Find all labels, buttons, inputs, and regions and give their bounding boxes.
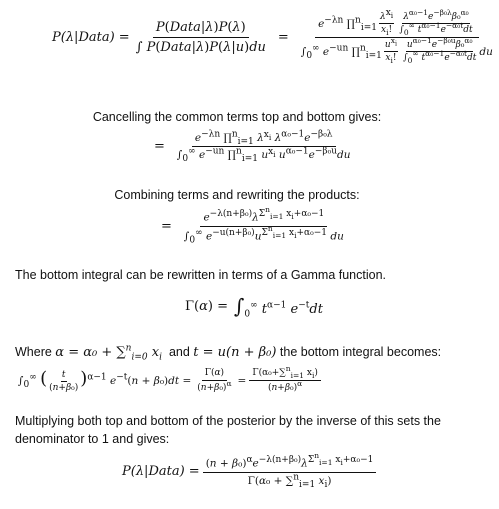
- posterior-fraction: [203, 451, 377, 490]
- bayes-numerator: P(Data|λ)P(λ): [153, 20, 249, 38]
- combined-fraction: [181, 205, 347, 246]
- and-label: and: [165, 345, 194, 359]
- text-multiplying-2: denominator to 1 and gives:: [15, 432, 170, 446]
- posterior-numerator: $(n + \beta_0)^\alpha e^{-\lambda(n+\beta_0)}\lambda^{\Sigma^n_{i=1} x_i+\alpha_0-1}$: [203, 456, 377, 473]
- bayes-denominator: ∫ P(Data|λ)P(λ|u)du: [135, 40, 266, 55]
- cancelled-numerator: $e^{-\lambda n}$ ∏$^n_{i=1}$ $\lambda^{x_i}$ $\lambda^{\alpha_0-1}e^{-\beta_0\lambda}$: [192, 132, 336, 147]
- equals-sign: =: [277, 30, 289, 45]
- posterior-lhs: P(λ|Data) =: [52, 30, 130, 45]
- t-definition: t = u(n + β₀): [193, 345, 277, 360]
- expanded-denominator: $\int_0^\infty$ $e^{-un}$ ∏$^n_{i=1}$ $\frac{u^{x_i}}{x_i!}$ $\frac{u^{\alpha_0-1}e^{-\beta_0u}\beta_0^{\alpha_0}}{\int_0^\infty t^{\alpha_0-1}e^{-\alpha_0t}dt}$ du: [300, 36, 493, 65]
- equation-bayes: [52, 8, 499, 65]
- posterior-denominator: Γ(α₀ + ∑$^n_{i=1}$ $x_i$): [247, 472, 332, 490]
- integral-expression: $\int_0^\infty$ ( $\frac{t}{\text{(n+β₀)}}$ )$^{\alpha-1}$ $e^{-t}(n + \beta_0)dt$ =: [18, 368, 192, 393]
- alpha-definition: α = α₀ + ∑$^n_{i=0}$ $x_i$: [55, 343, 162, 363]
- gamma-ratio: $\frac{\Gamma(\alpha)}{(n+\beta_0)^\alpha}$: [197, 368, 232, 393]
- equation-gamma: [185, 294, 323, 318]
- expanded-fraction: [298, 8, 496, 65]
- rest-label: the bottom integral becomes:: [279, 345, 442, 359]
- expanded-numerator: $e^{-\lambda n}$ ∏$^n_{i=1}$ $\frac{\lambda^{x_i}}{x_i!}$ $\frac{\lambda^{\alpha_0-1}e^{-\beta_0\lambda}\beta_0^{\alpha_0}}{\int_0^\infty t^{\alpha_0-1}e^{-\alpha_0t}dt}$: [315, 12, 479, 38]
- text-gamma-intro: The bottom integral can be rewritten in terms of a Gamma function.: [15, 268, 387, 282]
- cancelled-denominator: $\int_0^\infty$ $e^{-un}$ ∏$^n_{i=1}$ $u^{x_i}$ $u^{\alpha_0-1}e^{-\beta_0u}du$: [176, 146, 351, 165]
- bayes-fraction: [133, 20, 269, 55]
- text-multiplying-1: Multiplying both top and bottom of the posterior by the inverse of this sets the: [15, 414, 441, 428]
- equation-posterior: [122, 451, 379, 490]
- gamma-rhs: $\int_0^\infty$ $t^{\alpha-1}$ $e^{-t}dt$: [233, 294, 323, 320]
- cancelled-fraction: [174, 129, 354, 165]
- gamma-ratio-expanded: $\frac{\Gamma(\alpha_0+\sum^n_{i=1} x_i)}{(n+\beta_0)^\alpha}$: [249, 368, 321, 393]
- equation-combined: [155, 205, 350, 246]
- combined-numerator: $e^{-\lambda(n+\beta_0)}\lambda^{\Sigma^n_{i=1} x_i+\alpha_0-1}$: [200, 210, 327, 227]
- combined-denominator: $\int_0^\infty$ $e^{-u(n+\beta_0)}u^{\Sigma^n_{i=1} x_i+\alpha_0-1}$ du: [183, 223, 344, 246]
- equation-cancelled: [148, 129, 357, 165]
- text-combining: Combining terms and rewriting the products:: [114, 188, 360, 202]
- where-label: Where: [15, 345, 56, 359]
- gamma-lhs: Γ(α) =: [185, 298, 228, 314]
- equals-sign: =: [154, 139, 165, 154]
- equals-sign: =: [161, 218, 172, 234]
- posterior-final-lhs: P(λ|Data) =: [122, 463, 200, 479]
- text-substitution: [15, 343, 442, 363]
- text-cancelling: Cancelling the common terms top and bottom gives:: [92, 110, 382, 124]
- equation-integral-gamma: $\int_0^\infty$ ( $\frac{t}{\text{(n+β₀)}}$ )$^{\alpha-1}$ $e^{-t}(n + \beta_0)dt$ = $\frac{\Gamma(\alpha)}{(n+\beta_0)^\alpha}$ = $\frac{\Gamma(\alpha_0+\sum^n_{i=1} x_i)}{(n+\beta_0)^\alpha}$: [18, 368, 324, 393]
